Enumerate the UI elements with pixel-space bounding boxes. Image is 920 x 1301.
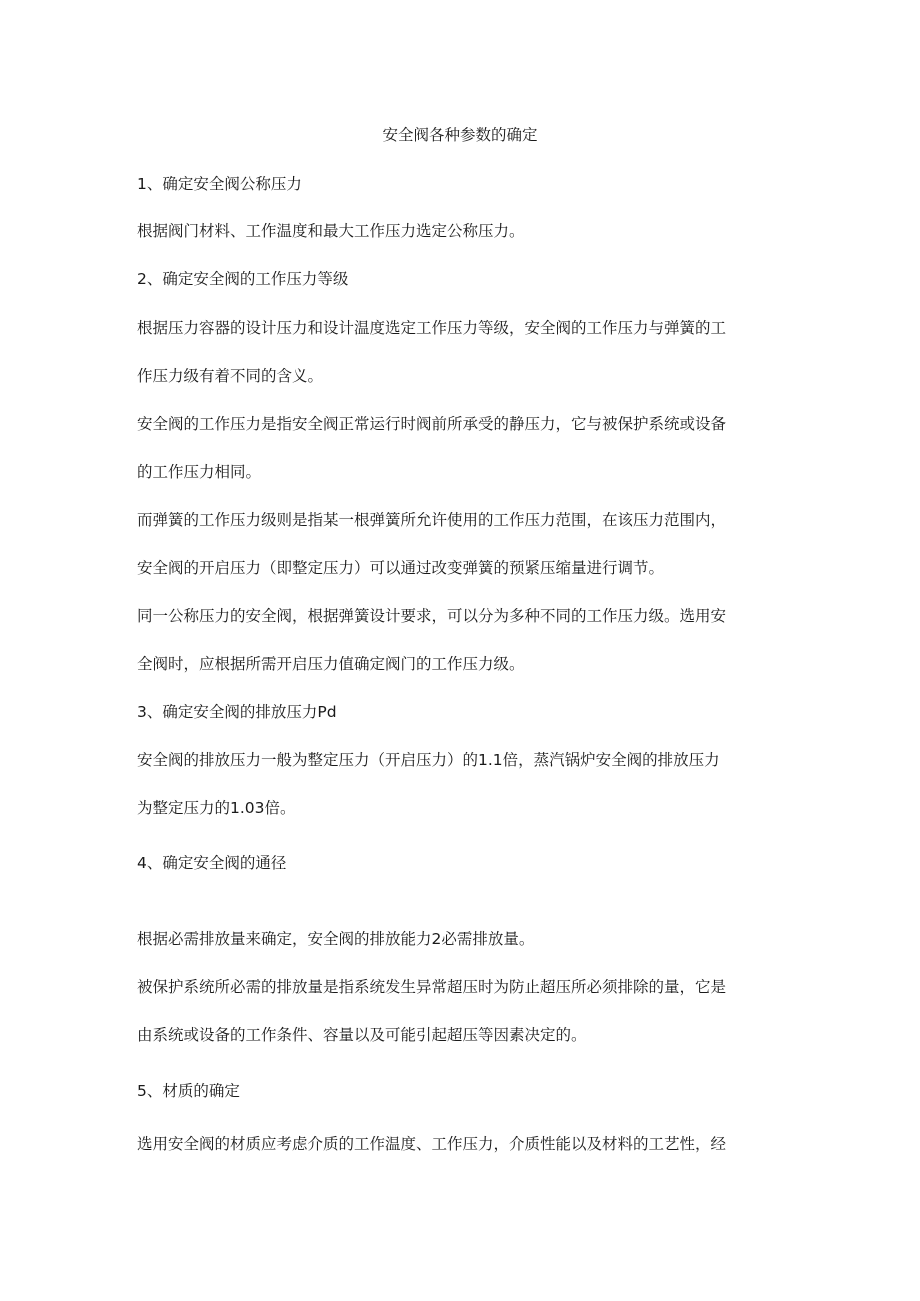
paragraph-line: 安全阀的开启压力（即整定压力）可以通过改变弹簧的预紧压缩量进行调节。 xyxy=(137,559,665,577)
heading-1: 1、确定安全阀公称压力 xyxy=(137,175,302,193)
paragraph-line: 而弹簧的工作压力级则是指某一根弹簧所允许使用的工作压力范围，在该压力范围内， xyxy=(137,511,727,529)
heading-3: 3、确定安全阀的排放压力Pd xyxy=(137,703,337,721)
document-title: 安全阀各种参数的确定 xyxy=(382,126,538,144)
heading-5: 5、材质的确定 xyxy=(137,1082,240,1100)
paragraph-line: 为整定压力的1.03倍。 xyxy=(137,799,296,817)
heading-2: 2、确定安全阀的工作压力等级 xyxy=(137,270,349,288)
paragraph-line: 的工作压力相同。 xyxy=(137,463,262,481)
paragraph-line: 根据阀门材料、工作温度和最大工作压力选定公称压力。 xyxy=(137,222,525,240)
paragraph-line: 全阀时，应根据所需开启压力值确定阀门的工作压力级。 xyxy=(137,655,525,673)
paragraph-line: 安全阀的工作压力是指安全阀正常运行时阀前所承受的静压力，它与被保护系统或设备 xyxy=(137,415,727,433)
heading-4: 4、确定安全阀的通径 xyxy=(137,854,287,872)
paragraph-line: 同一公称压力的安全阀，根据弹簧设计要求，可以分为多种不同的工作压力级。选用安 xyxy=(137,607,727,625)
paragraph-line: 由系统或设备的工作条件、容量以及可能引起超压等因素决定的。 xyxy=(137,1026,587,1044)
paragraph-line: 选用安全阀的材质应考虑介质的工作温度、工作压力，介质性能以及材料的工艺性，经 xyxy=(137,1135,727,1153)
paragraph-line: 根据必需排放量来确定，安全阀的排放能力2必需排放量。 xyxy=(137,930,535,948)
paragraph-line: 作压力级有着不同的含义。 xyxy=(137,367,324,385)
paragraph-line: 根据压力容器的设计压力和设计温度选定工作压力等级，安全阀的工作压力与弹簧的工 xyxy=(137,319,727,337)
paragraph-line: 安全阀的排放压力一般为整定压力（开启压力）的1.1倍，蒸汽锅炉安全阀的排放压力 xyxy=(137,751,720,769)
paragraph-line: 被保护系统所必需的排放量是指系统发生异常超压时为防止超压所必须排除的量，它是 xyxy=(137,978,727,996)
